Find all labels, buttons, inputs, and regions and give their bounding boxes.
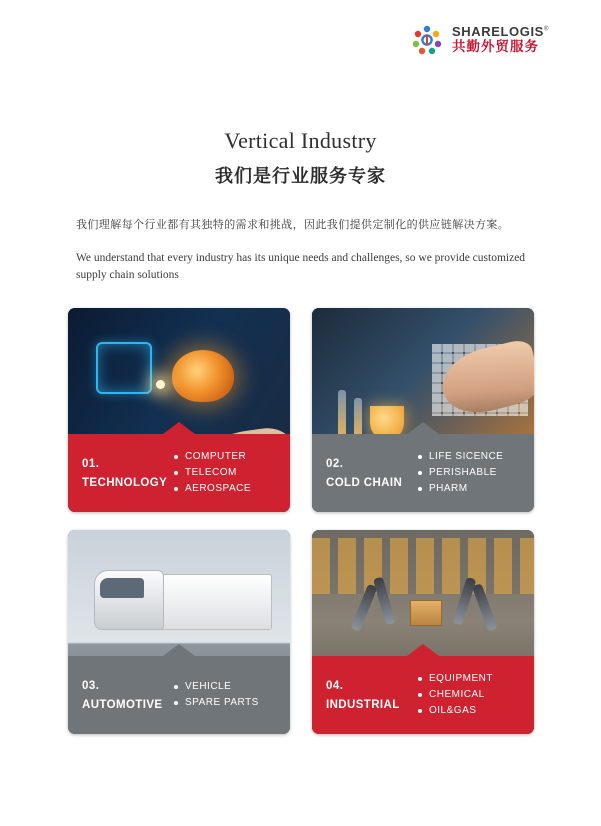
brand-name-cn: 共勤外贸服务 [452,39,539,56]
list-item: LIFE SICENCE [418,449,503,465]
industry-card-technology[interactable] [68,308,290,512]
list-item: COMPUTER [174,449,251,465]
brand-name-en [452,25,549,38]
list-item: EQUIPMENT [418,671,493,687]
industry-card-cold-chain[interactable] [312,308,534,512]
card-item-list [418,449,503,497]
sharelogis-colored-people-icon [409,22,445,58]
card-label-bar [312,656,534,734]
list-item: TELECOM [174,465,251,481]
list-item: AEROSPACE [174,481,251,497]
brand-logo [409,22,549,58]
list-item: VEHICLE [174,679,259,695]
card-title: AUTOMOTIVE [82,698,163,711]
list-item: CHEMICAL [418,687,493,703]
card-label-bar [68,656,290,734]
intro-paragraph-en: We understand that every industry has its unique needs and challenges, so we provide customized supply chain solutions [76,251,526,282]
page-title-en: Vertical Industry [224,128,377,153]
list-item: SPARE PARTS [174,695,259,711]
registered-mark: ® [543,26,549,33]
card-label-bar [68,434,290,512]
industry-card-automotive[interactable] [68,530,290,734]
card-number: 04. [326,679,344,692]
list-item: PERISHABLE [418,465,503,481]
card-item-list [174,449,251,497]
card-item-list [174,679,259,711]
page-title-cn: 我们是行业服务专家 [215,166,386,187]
card-item-list [418,671,493,719]
card-label-bar [312,434,534,512]
intro-paragraph-cn: 我们理解每个行业都有其独特的需求和挑战，因此我们提供定制化的供应链解决方案。 [76,218,510,231]
intro-block [76,216,528,285]
card-notch [163,422,195,434]
card-number: 02. [326,457,344,470]
card-number: 01. [82,457,100,470]
card-title: TECHNOLOGY [82,476,168,489]
page-title [0,128,601,188]
industry-card-grid [68,308,534,734]
card-notch [407,422,439,434]
brand-name-en-text: SHARELOGIS [452,24,544,40]
card-title: INDUSTRIAL [326,698,400,711]
card-notch [407,644,439,656]
list-item: OIL&GAS [418,703,493,719]
list-item: PHARM [418,481,503,497]
industry-card-industrial[interactable] [312,530,534,734]
card-title: COLD CHAIN [326,476,403,489]
card-notch [163,644,195,656]
card-number: 03. [82,679,100,692]
